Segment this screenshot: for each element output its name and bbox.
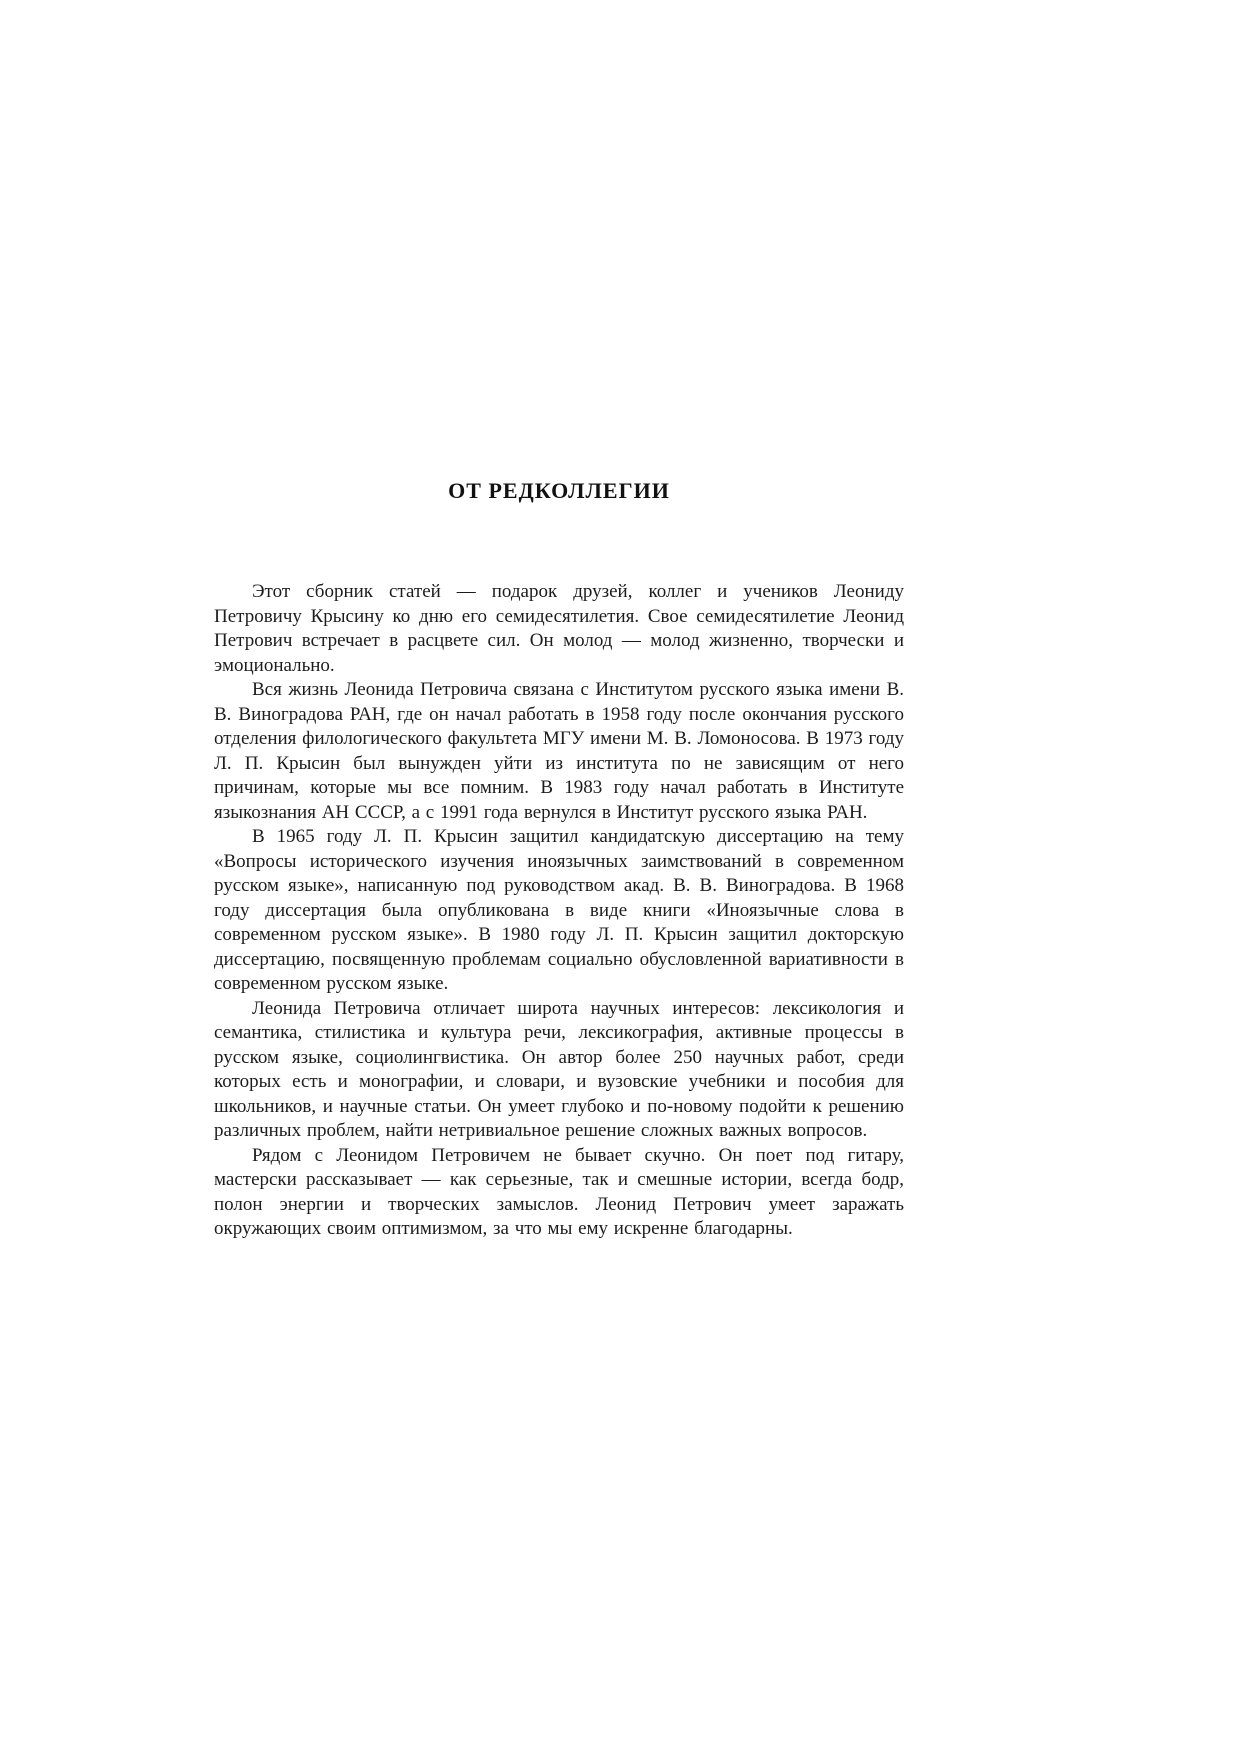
text-block [214,478,904,1242]
paragraph: Леонида Петровича отличает широта научных интересов: лексикология и семантика, стилистика и культура речи, лексикография, активные процессы в русском языке, социолингвистика. Он автор более 250 научных работ, среди которых есть и монографии, и словари, и вузовские учебники и пособия для школьников, и научные статьи. Он умеет глубоко и по-новому подойти к решению различных проблем, найти нетривиальное решение сложных важных вопросов. [214,997,904,1141]
page-title: ОТ РЕДКОЛЛЕГИИ [448,478,670,503]
paragraph: Рядом с Леонидом Петровичем не бывает скучно. Он поет под гитару, мастерски рассказывает — как серьезные, так и смешные истории, всегда бодр, полон энергии и творческих замыслов. Леонид Петрович умеет заражать окружающих своим оптимизмом, за что мы ему искренне благодарны. [214,1144,904,1239]
paragraph: Этот сборник статей — подарок друзей, коллег и учеников Леониду Петровичу Крысину ко дню его семидесятилетия. Свое семидесятилетие Леонид Петрович встречает в расцвете сил. Он молод — молод жизненно, творчески и эмоционально. [214,581,904,676]
paragraph: Вся жизнь Леонида Петровича связана с Институтом русского языка имени В. В. Виноградова РАН, где он начал работать в 1958 году после окончания русского отделения филологического факультета МГУ имени М. В. Ломоносова. В 1973 году Л. П. Крысин был вынужден уйти из института по не зависящим от него причинам, которые мы все помним. В 1983 году начал работать в Институте языкознания АН СССР, а с 1991 года вернулся в Институт русского языка РАН. [214,679,904,823]
paragraph: В 1965 году Л. П. Крысин защитил кандидатскую диссертацию на тему «Вопросы исторического изучения иноязычных заимствований в современном русском языке», написанную под руководством акад. В. В. Виноградова. В 1968 году диссертация была опубликована в виде книги «Иноязычные слова в современном русском языке». В 1980 году Л. П. Крысин защитил докторскую диссертацию, посвященную проблемам социально обусловленной вариативности в современном русском языке. [214,826,904,994]
